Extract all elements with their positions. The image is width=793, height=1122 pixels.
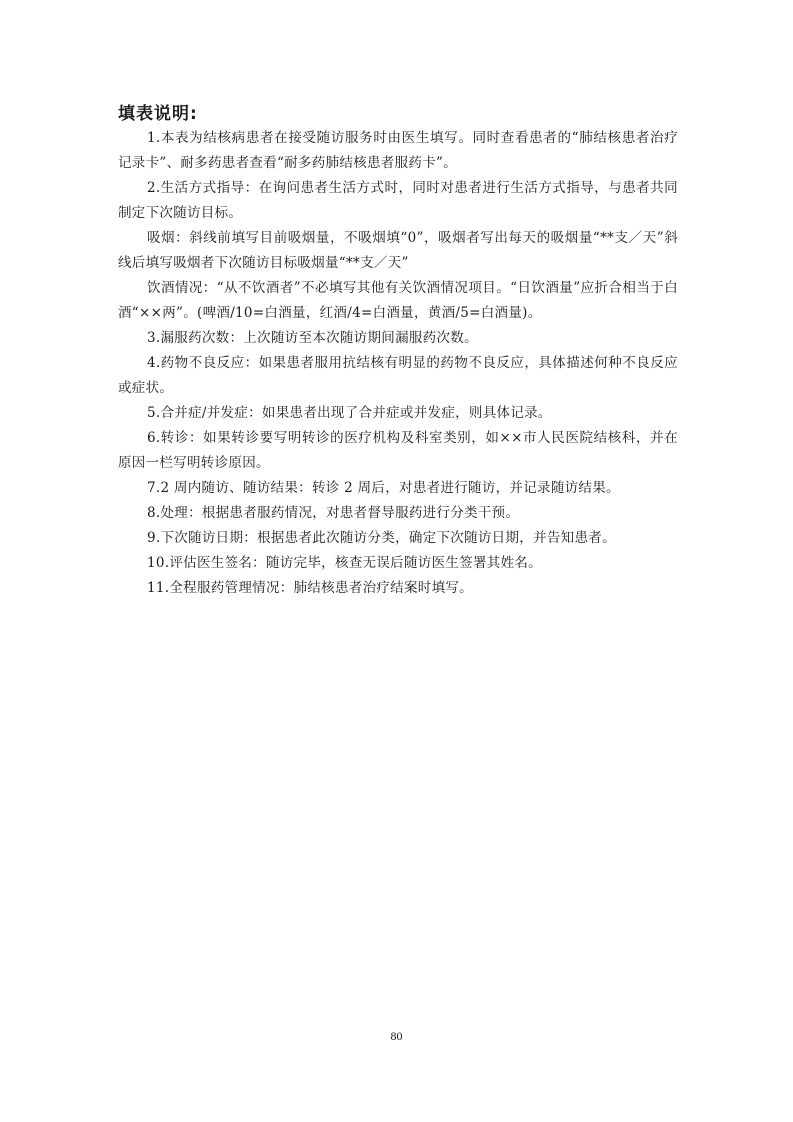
instruction-smoking: 吸烟：斜线前填写目前吸烟量，不吸烟填“0”，吸烟者写出每天的吸烟量“**支／天”斜线后填写吸烟者下次随访目标吸烟量“**支／天” [118,230,678,271]
instruction-item-4: 4.药物不良反应：如果患者服用抗结核有明显的药物不良反应，具体描述何种不良反应或症状。 [118,355,678,396]
page-number: 80 [390,1029,403,1043]
instruction-item-7: 7.2 周内随访、随访结果：转诊 2 周后，对患者进行随访，并记录随访结果。 [147,480,620,496]
instruction-drinking: 饮酒情况：“从不饮酒者”不必填写其他有关饮酒情况项目。“日饮酒量”应折合相当于白酒“××两”。(啤酒/10=白酒量，红酒/4=白酒量，黄酒/5=白酒量)。 [118,280,678,321]
instruction-item-10: 10.评估医生签名：随访完毕，核查无误后随访医生签署其姓名。 [147,555,542,571]
instructions-body [118,126,678,601]
instruction-item-3: 3.漏服药次数：上次随访至本次随访期间漏服药次数。 [147,330,478,346]
instruction-item-6: 6.转诊：如果转诊要写明转诊的医疗机构及科室类别，如××市人民医院结核科，并在原因一栏写明转诊原因。 [118,430,678,471]
instruction-item-1: 1.本表为结核病患者在接受随访服务时由医生填写。同时查看患者的“肺结核患者治疗记录卡”、耐多药患者查看“耐多药肺结核患者服药卡”。 [118,130,678,171]
instruction-item-8: 8.处理：根据患者服药情况，对患者督导服药进行分类干预。 [147,505,520,521]
instruction-item-5: 5.合并症/并发症：如果患者出现了合并症或并发症，则具体记录。 [147,405,552,421]
instruction-item-11: 11.全程服药管理情况：肺结核患者治疗结案时填写。 [147,580,473,596]
instruction-item-2: 2.生活方式指导：在询问患者生活方式时，同时对患者进行生活方式指导，与患者共同制定下次随访目标。 [118,180,678,221]
instruction-item-9: 9.下次随访日期：根据患者此次随访分类，确定下次随访日期，并告知患者。 [147,530,616,546]
section-heading: 填表说明: [118,104,198,124]
